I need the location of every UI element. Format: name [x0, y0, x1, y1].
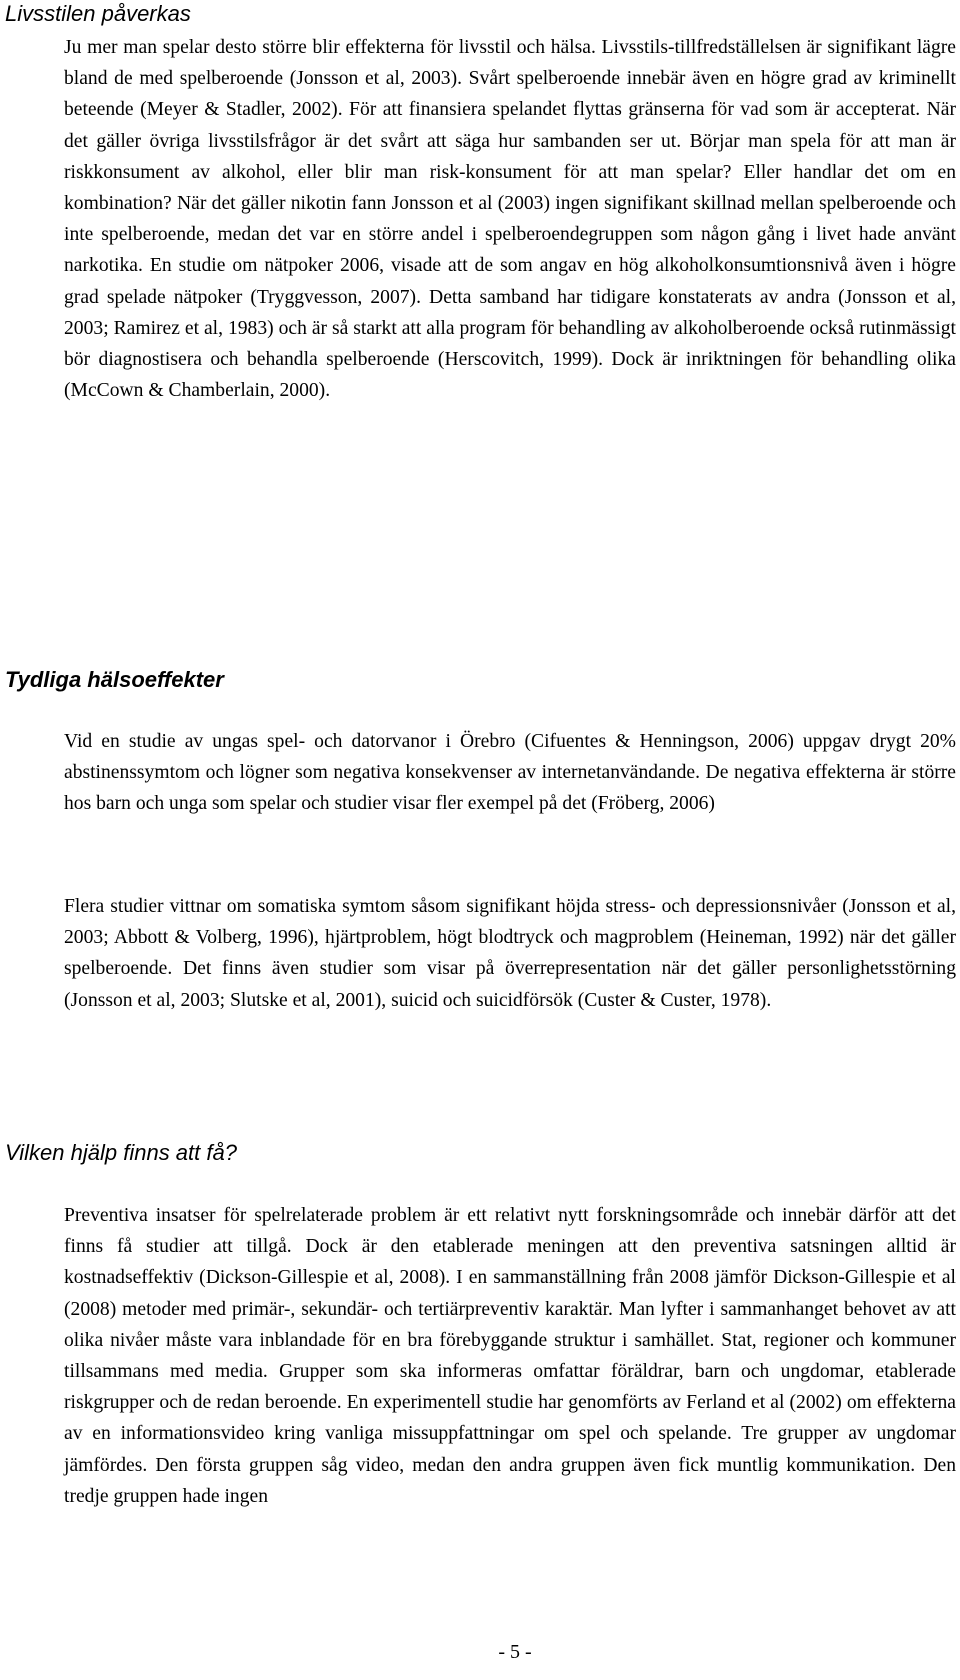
paragraph-halsoeffekter-1: Vid en studie av ungas spel- och datorvanor i Örebro (Cifuentes & Henningson, 2006) uppgav drygt 20% abstinenssymtom och lögner som negativa konsekvenser av internetanvändande. De negativa effekterna är större hos barn och unga som spelar och studier visar fler exempel på det (Fröberg, 2006): [64, 731, 956, 815]
section-heading-hjalp: Vilken hjälp finns att få?: [5, 1140, 237, 1165]
paragraph-hjalp: Preventiva insatser för spelrelaterade problem är ett relativt nytt forskningsområde och innebär därför att det finns få studier att tillgå. Dock är den etablerade meningen att den preventiva satsningen alltid är kostnadseffektiv (Dickson-Gillespie et al, 2008). I en sammanställning från 2008 jämför Dickson-Gillespie et al (2008) metoder med primär-, sekundär- och tertiärpreventiv karaktär. Man lyfter i sammanhanget behovet av att olika nivåer måste vara inblandade för en bra förebyggande struktur i samhället. Stat, regioner och kommuner tillsammans med media. Grupper som ska informeras omfattar föräldrar, barn och ungdomar, etablerade riskgrupper och de redan beroende. En experimentell studie har genomförts av Ferland et al (2002) om effekterna av en informationsvideo kring vanliga missuppfattningar om spel och spelande. Tre grupper av ungdomar jämfördes. Den första gruppen såg video, medan den andra gruppen även fick muntlig kommunikation. Den tredje gruppen hade ingen: [64, 1205, 956, 1507]
paragraph-halsoeffekter-2: Flera studier vittnar om somatiska symtom såsom signifikant höjda stress- och depressionsnivåer (Jonsson et al, 2003; Abbott & Volberg, 1996), hjärtproblem, högt blodtryck och magproblem (Heineman, 1992) när det gäller spelberoende. Det finns även studier som visar på överrepresentation när det gäller personlighetsstörning (Jonsson et al, 2003; Slutske et al, 2001), suicid och suicidförsök (Custer & Custer, 1978).: [64, 896, 956, 1011]
page-number: - 5 -: [498, 1641, 532, 1663]
paragraph-livsstilen: Ju mer man spelar desto större blir effekterna för livsstil och hälsa. Livsstils-tillfredställelsen är signifikant lägre bland de med spelberoende (Jonsson et al, 2003). Svårt spelberoende innebär även en högre grad av kriminellt beteende (Meyer & Stadler, 2002). För att finansiera spelandet flyttas gränserna för vad som är accepterat. När det gäller övriga livsstilsfrågor är det svårt att säga hur sambanden ser ut. Börjar man spela för att man är riskkonsument av alkohol, eller blir man risk-konsument för att man spelar? Eller handlar det om en kombination? När det gäller nikotin fann Jonsson et al (2003) ingen signifikant skillnad mellan spelberoende och inte spelberoende, medan det var en större andel i spelberoendegruppen som någon gång i livet hade använt narkotika. En studie om nätpoker 2006, visade att de som angav en hög alkoholkonsumtionsnivå även i högre grad spelade nätpoker (Tryggvesson, 2007). Detta samband har tidigare konstaterats av andra (Jonsson et al, 2003; Ramirez et al, 1983) och är så starkt att alla program för behandling av alkoholberoende också rutinmässigt bör diagnostisera och behandla spelberoende (Herscovitch, 1999). Dock är inriktningen för behandling olika (McCown & Chamberlain, 2000).: [64, 37, 956, 402]
section-heading-livsstilen: Livsstilen påverkas: [5, 1, 191, 26]
section-heading-halsoeffekter: Tydliga hälsoeffekter: [5, 667, 224, 692]
